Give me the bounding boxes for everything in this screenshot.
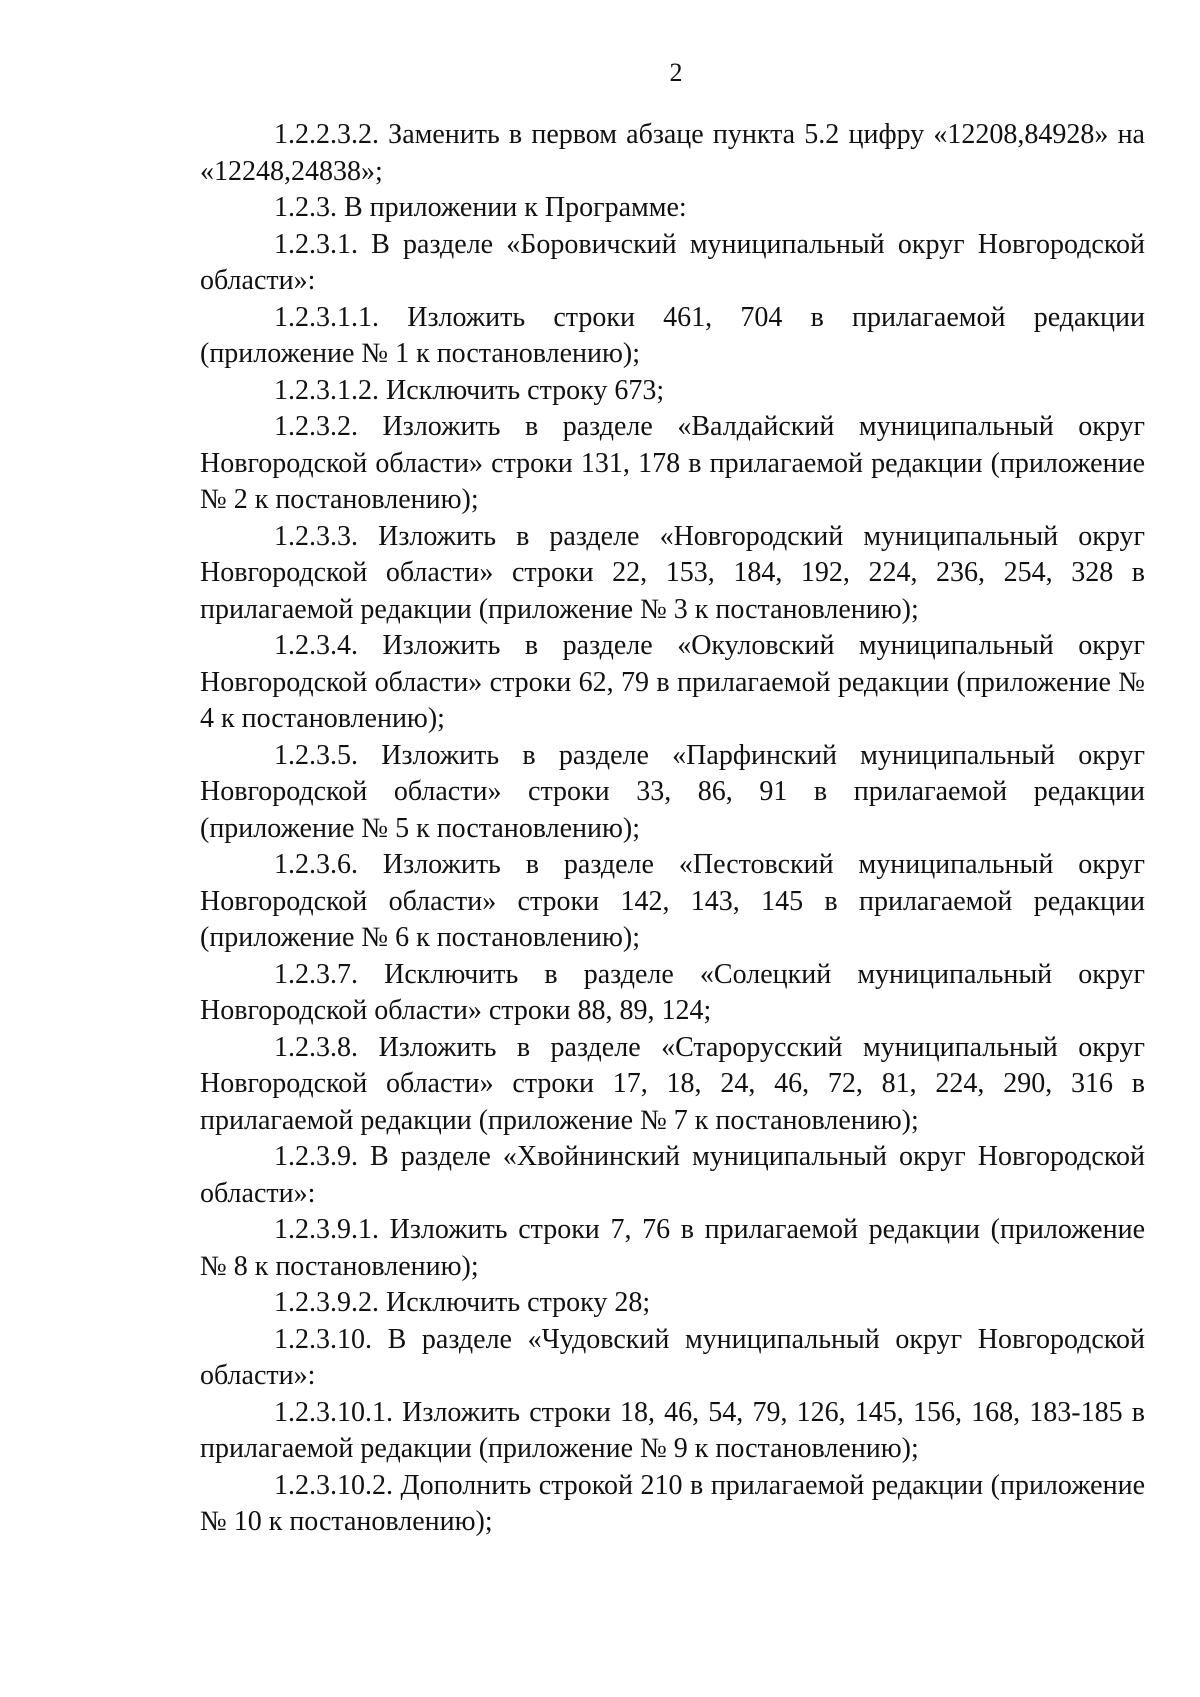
paragraph-1-2-3-10-2: 1.2.3.10.2. Дополнить строкой 210 в прилагаемой редакции (приложение № 10 к постановлению); <box>200 1469 1145 1537</box>
paragraph-1-2-3-9-2: 1.2.3.9.2. Исключить строку 28; <box>274 1287 651 1318</box>
paragraph-1-2-3-7: 1.2.3.7. Исключить в разделе «Солецкий муниципальный округ Новгородской области» строки 88, 89, 124; <box>200 958 1145 1026</box>
paragraph-1-2-3-3: 1.2.3.3. Изложить в разделе «Новгородский муниципальный округ Новгородской области» строки 22, 153, 184, 192, 224, 236, 254, 328 в прилагаемой редакции (приложение № 3 к постановлению); <box>200 520 1145 625</box>
paragraph-1-2-3-2: 1.2.3.2. Изложить в разделе «Валдайский муниципальный округ Новгородской области» строки 131, 178 в прилагаемой редакции (приложение № 2 к постановлению); <box>200 411 1145 515</box>
paragraph-1-2-3-9-1: 1.2.3.9.1. Изложить строки 7, 76 в прилагаемой редакции (приложение № 8 к постановлению); <box>200 1214 1145 1282</box>
paragraph-1-2-3: 1.2.3. В приложении к Программе: <box>274 192 687 223</box>
paragraph-1-2-3-1-1: 1.2.3.1.1. Изложить строки 461, 704 в прилагаемой редакции (приложение № 1 к постановлению); <box>200 301 1145 369</box>
paragraph-1-2-2-3-2: 1.2.2.3.2. Заменить в первом абзаце пункта 5.2 цифру «12208,84928» на «12248,24838»; <box>200 119 1145 187</box>
paragraph-1-2-3-8: 1.2.3.8. Изложить в разделе «Старорусский муниципальный округ Новгородской области» строки 17, 18, 24, 46, 72, 81, 224, 290, 316 в прилагаемой редакции (приложение № 7 к постановлению); <box>200 1031 1145 1136</box>
paragraph-1-2-3-1: 1.2.3.1. В разделе «Боровичский муниципальный округ Новгородской области»: <box>200 228 1145 296</box>
paragraph-1-2-3-6: 1.2.3.6. Изложить в разделе «Пестовский муниципальный округ Новгородской области» строки 142, 143, 145 в прилагаемой редакции (приложение № 6 к постановлению); <box>200 849 1145 953</box>
document-body <box>200 117 1145 1541</box>
paragraph-1-2-3-5: 1.2.3.5. Изложить в разделе «Парфинский муниципальный округ Новгородской области» строки 33, 86, 91 в прилагаемой редакции (приложение № 5 к постановлению); <box>200 739 1145 844</box>
page-number: 2 <box>669 58 683 87</box>
paragraph-1-2-3-10: 1.2.3.10. В разделе «Чудовский муниципальный округ Новгородской области»: <box>200 1323 1145 1391</box>
paragraph-1-2-3-4: 1.2.3.4. Изложить в разделе «Окуловский муниципальный округ Новгородской области» строки 62, 79 в прилагаемой редакции (приложение № 4 к постановлению); <box>200 630 1145 734</box>
paragraph-1-2-3-1-2: 1.2.3.1.2. Исключить строку 673; <box>274 374 665 406</box>
paragraph-1-2-3-9: 1.2.3.9. В разделе «Хвойнинский муниципальный округ Новгородской области»: <box>200 1141 1145 1209</box>
paragraph-1-2-3-10-1: 1.2.3.10.1. Изложить строки 18, 46, 54, 79, 126, 145, 156, 168, 183-185 в прилагаемой редакции (приложение № 9 к постановлению); <box>200 1396 1145 1464</box>
